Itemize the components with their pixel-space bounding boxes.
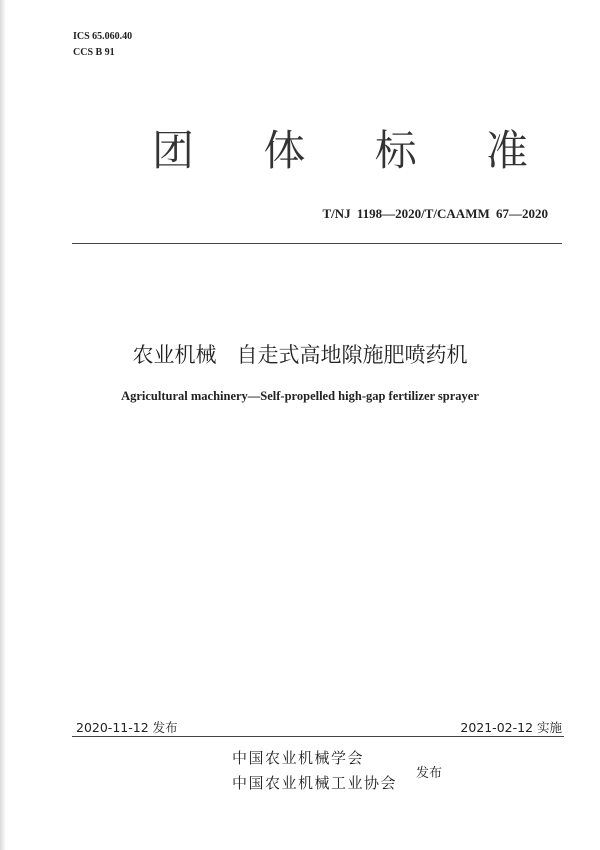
publisher-list bbox=[232, 746, 397, 796]
publisher-name: 中国农业机械工业协会 bbox=[232, 774, 398, 792]
publish-label: 发布 bbox=[416, 766, 443, 781]
ics-code: ICS 65.060.40 bbox=[73, 31, 133, 42]
chinese-title: 农业机械 自走式高地隙施肥喷药机 bbox=[132, 343, 468, 367]
scan-edge-shadow bbox=[0, 0, 6, 850]
document-type-heading: 团 体 标 准 bbox=[152, 126, 557, 175]
issue-date: 2020-11-12 发布 bbox=[76, 720, 178, 735]
publisher-name: 中国农业机械学会 bbox=[232, 749, 365, 767]
english-title: Agricultural machinery—Self-propelled high-gap fertilizer sprayer bbox=[121, 389, 479, 403]
ccs-code: CCS B 91 bbox=[73, 47, 115, 58]
top-divider bbox=[72, 243, 562, 244]
bottom-divider bbox=[72, 736, 564, 737]
standard-number: T/NJ 1198—2020/T/CAAMM 67—2020 bbox=[322, 206, 548, 221]
implementation-date: 2021-02-12 实施 bbox=[460, 720, 562, 735]
